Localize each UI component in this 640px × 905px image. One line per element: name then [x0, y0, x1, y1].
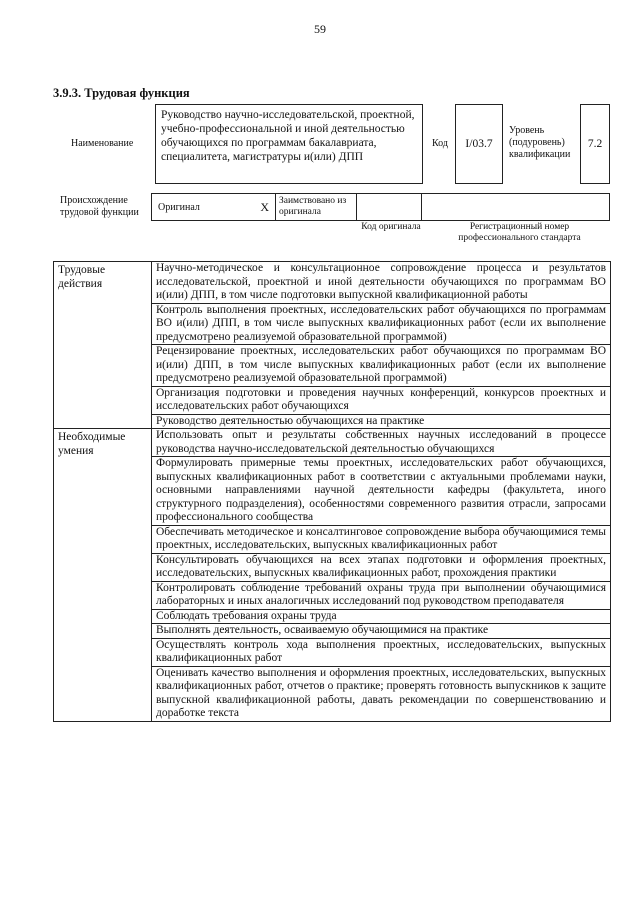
- section-title: 3.9.3. Трудовая функция: [53, 86, 190, 100]
- table-cell: Организация подготовки и проведения научных конференций, конкурсов проектных и исследовательских работ обучающихся: [152, 386, 611, 414]
- table-cell: Использовать опыт и результаты собственных научных исследований в процессе руководства научно-исследовательской деятельностью обучающихся: [152, 429, 611, 457]
- table-row: [54, 429, 611, 457]
- original-code-cell: [356, 193, 422, 221]
- table-cell: Соблюдать требования охраны труда: [152, 609, 611, 624]
- level-label: Уровень (подуровень) квалификации: [509, 125, 571, 160]
- table-cell: Осуществлять контроль хода выполнения проектных, исследовательских, выпускных квалификационных работ: [152, 638, 611, 666]
- name-label: Наименование: [71, 138, 134, 149]
- registration-number-cell: [421, 193, 610, 221]
- code-label: Код: [432, 138, 448, 149]
- table-cell: Руководство деятельностью обучающихся на практике: [152, 414, 611, 429]
- original-mark: X: [260, 200, 269, 214]
- table-cell: Рецензирование проектных, исследовательских работ обучающихся по программам ВО и(или) ДПП, в том числе выпускных квалификационных работ (если их выполнение предусмотрено реализуемой образовательной программой): [152, 345, 611, 387]
- table-cell: Формулировать примерные темы проектных, исследовательских работ обучающихся, выпускных квалификационных работ в соответствии с актуальными проблемами науки, основными направлениями научной деятельности кафедры (факультета, иного структурного подразделения), особенностями современного развития отрасли, запросами профессионального сообщества: [152, 457, 611, 526]
- registration-caption: Регистрационный номер профессионального стандарта: [458, 222, 581, 243]
- origin-label: Происхождение трудовой функции: [60, 195, 139, 218]
- original-code-caption: Код оригинала: [361, 222, 421, 232]
- original-cell: [151, 193, 276, 221]
- origin-row: [151, 193, 611, 221]
- qualification-level: 7.2: [580, 104, 610, 184]
- table-cell: Оценивать качество выполнения и оформления проектных, исследовательских, выпускных квалификационных работ, отчетов о практике; проверять готовность выпускников к защите выпускной квалификационной работы, давать рекомендации по совершенствованию и доработке текста: [152, 666, 611, 721]
- table-cell: Обеспечивать методическое и консалтинговое сопровождение выбора обучающимися темы проектных, исследовательских, выпускных квалификационных работ: [152, 525, 611, 553]
- labor-function-table: [53, 261, 611, 722]
- table-cell: Контроль выполнения проектных, исследовательских работ обучающихся по программам ВО и(или) ДПП, в том числе выпускных квалификационных работ (если их выполнение предусмотрено реализуемой образовательной программой): [152, 303, 611, 345]
- function-code: I/03.7: [455, 104, 503, 184]
- table-cell: Научно-методическое и консультационное сопровождение процесса и результатов исследовательской, проектной и иной деятельности обучающихся по программам ВО и(или) ДПП, в том числе подготовки выпускной квалификационной работы: [152, 262, 611, 304]
- table-cell: Контролировать соблюдение требований охраны труда при выполнении обучающимися лабораторных и иных аналогичных исследований под руководством преподавателя: [152, 581, 611, 609]
- table-cell: Консультировать обучающихся на всех этапах подготовки и оформления проектных, исследовательских, выпускных квалификационных работ, прохождения практики: [152, 553, 611, 581]
- borrowed-label: Заимствовано из оригинала: [275, 193, 357, 221]
- function-name: Руководство научно-исследовательской, проектной, учебно-профессиональной и иной деятельностью обучающихся по программам бакалавриата, специалитета, магистратуры и(или) ДПП: [155, 104, 423, 184]
- table-row: [54, 262, 611, 304]
- original-label: Оригинал: [158, 202, 200, 213]
- table-cell: Выполнять деятельность, осваиваемую обучающимися на практике: [152, 624, 611, 639]
- section-header: Трудовые действия: [54, 262, 152, 429]
- section-header: Необходимые умения: [54, 429, 152, 722]
- page-number: 59: [314, 22, 326, 36]
